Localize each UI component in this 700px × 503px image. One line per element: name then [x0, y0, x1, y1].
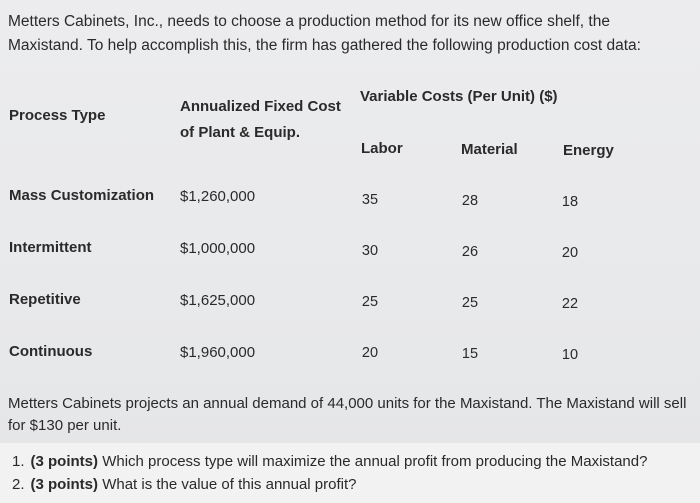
row-fixed-cost: $1,260,000 [180, 188, 256, 205]
row-energy: 22 [561, 296, 579, 312]
row-process: Mass Customization [9, 187, 155, 204]
header-fixed-cost: Annualized Fixed Cost of Plant & Equip. [180, 98, 341, 141]
row-fixed-cost: $1,625,000 [180, 292, 256, 309]
row-material: 15 [461, 346, 479, 362]
row-fixed-cost: $1,960,000 [180, 344, 256, 361]
subheader-energy: Energy [563, 142, 614, 159]
row-material: 28 [461, 193, 479, 209]
demand-note: Metters Cabinets projects an annual demand of 44,000 units for the Maxistand. The Maxistand will sell for $130 per unit. [8, 395, 687, 434]
intro-paragraph: Metters Cabinets, Inc., needs to choose a production method for its new office shelf, the Maxistand. To help accomplish this, the firm has gathered the following production cost data: [8, 13, 641, 54]
row-process: Repetitive [9, 291, 81, 308]
question-text: What is the value of this annual profit? [102, 476, 357, 493]
subheader-labor: Labor [361, 140, 403, 157]
header-process-type: Process Type [9, 107, 106, 124]
question-item [12, 474, 357, 496]
row-labor: 25 [361, 294, 379, 310]
header-variable-costs: Variable Costs (Per Unit) ($) [360, 88, 558, 105]
row-labor: 35 [361, 192, 379, 208]
question-number: 2. [12, 476, 25, 493]
questions-box [0, 443, 700, 503]
question-number: 1. [12, 453, 25, 470]
row-process: Intermittent [9, 239, 92, 256]
question-text: Which process type will maximize the annual profit from producing the Maxistand? [102, 453, 648, 470]
question-points: (3 points) [30, 476, 99, 493]
row-labor: 20 [361, 345, 379, 361]
row-fixed-cost: $1,000,000 [180, 240, 256, 257]
question-item [12, 451, 647, 473]
row-energy: 20 [561, 245, 579, 261]
question-points: (3 points) [30, 453, 99, 470]
row-energy: 10 [561, 347, 579, 363]
row-process: Continuous [9, 343, 93, 360]
subheader-material: Material [461, 141, 518, 158]
row-material: 26 [461, 244, 479, 260]
row-material: 25 [461, 295, 479, 311]
row-energy: 18 [561, 194, 579, 210]
row-labor: 30 [361, 243, 379, 259]
